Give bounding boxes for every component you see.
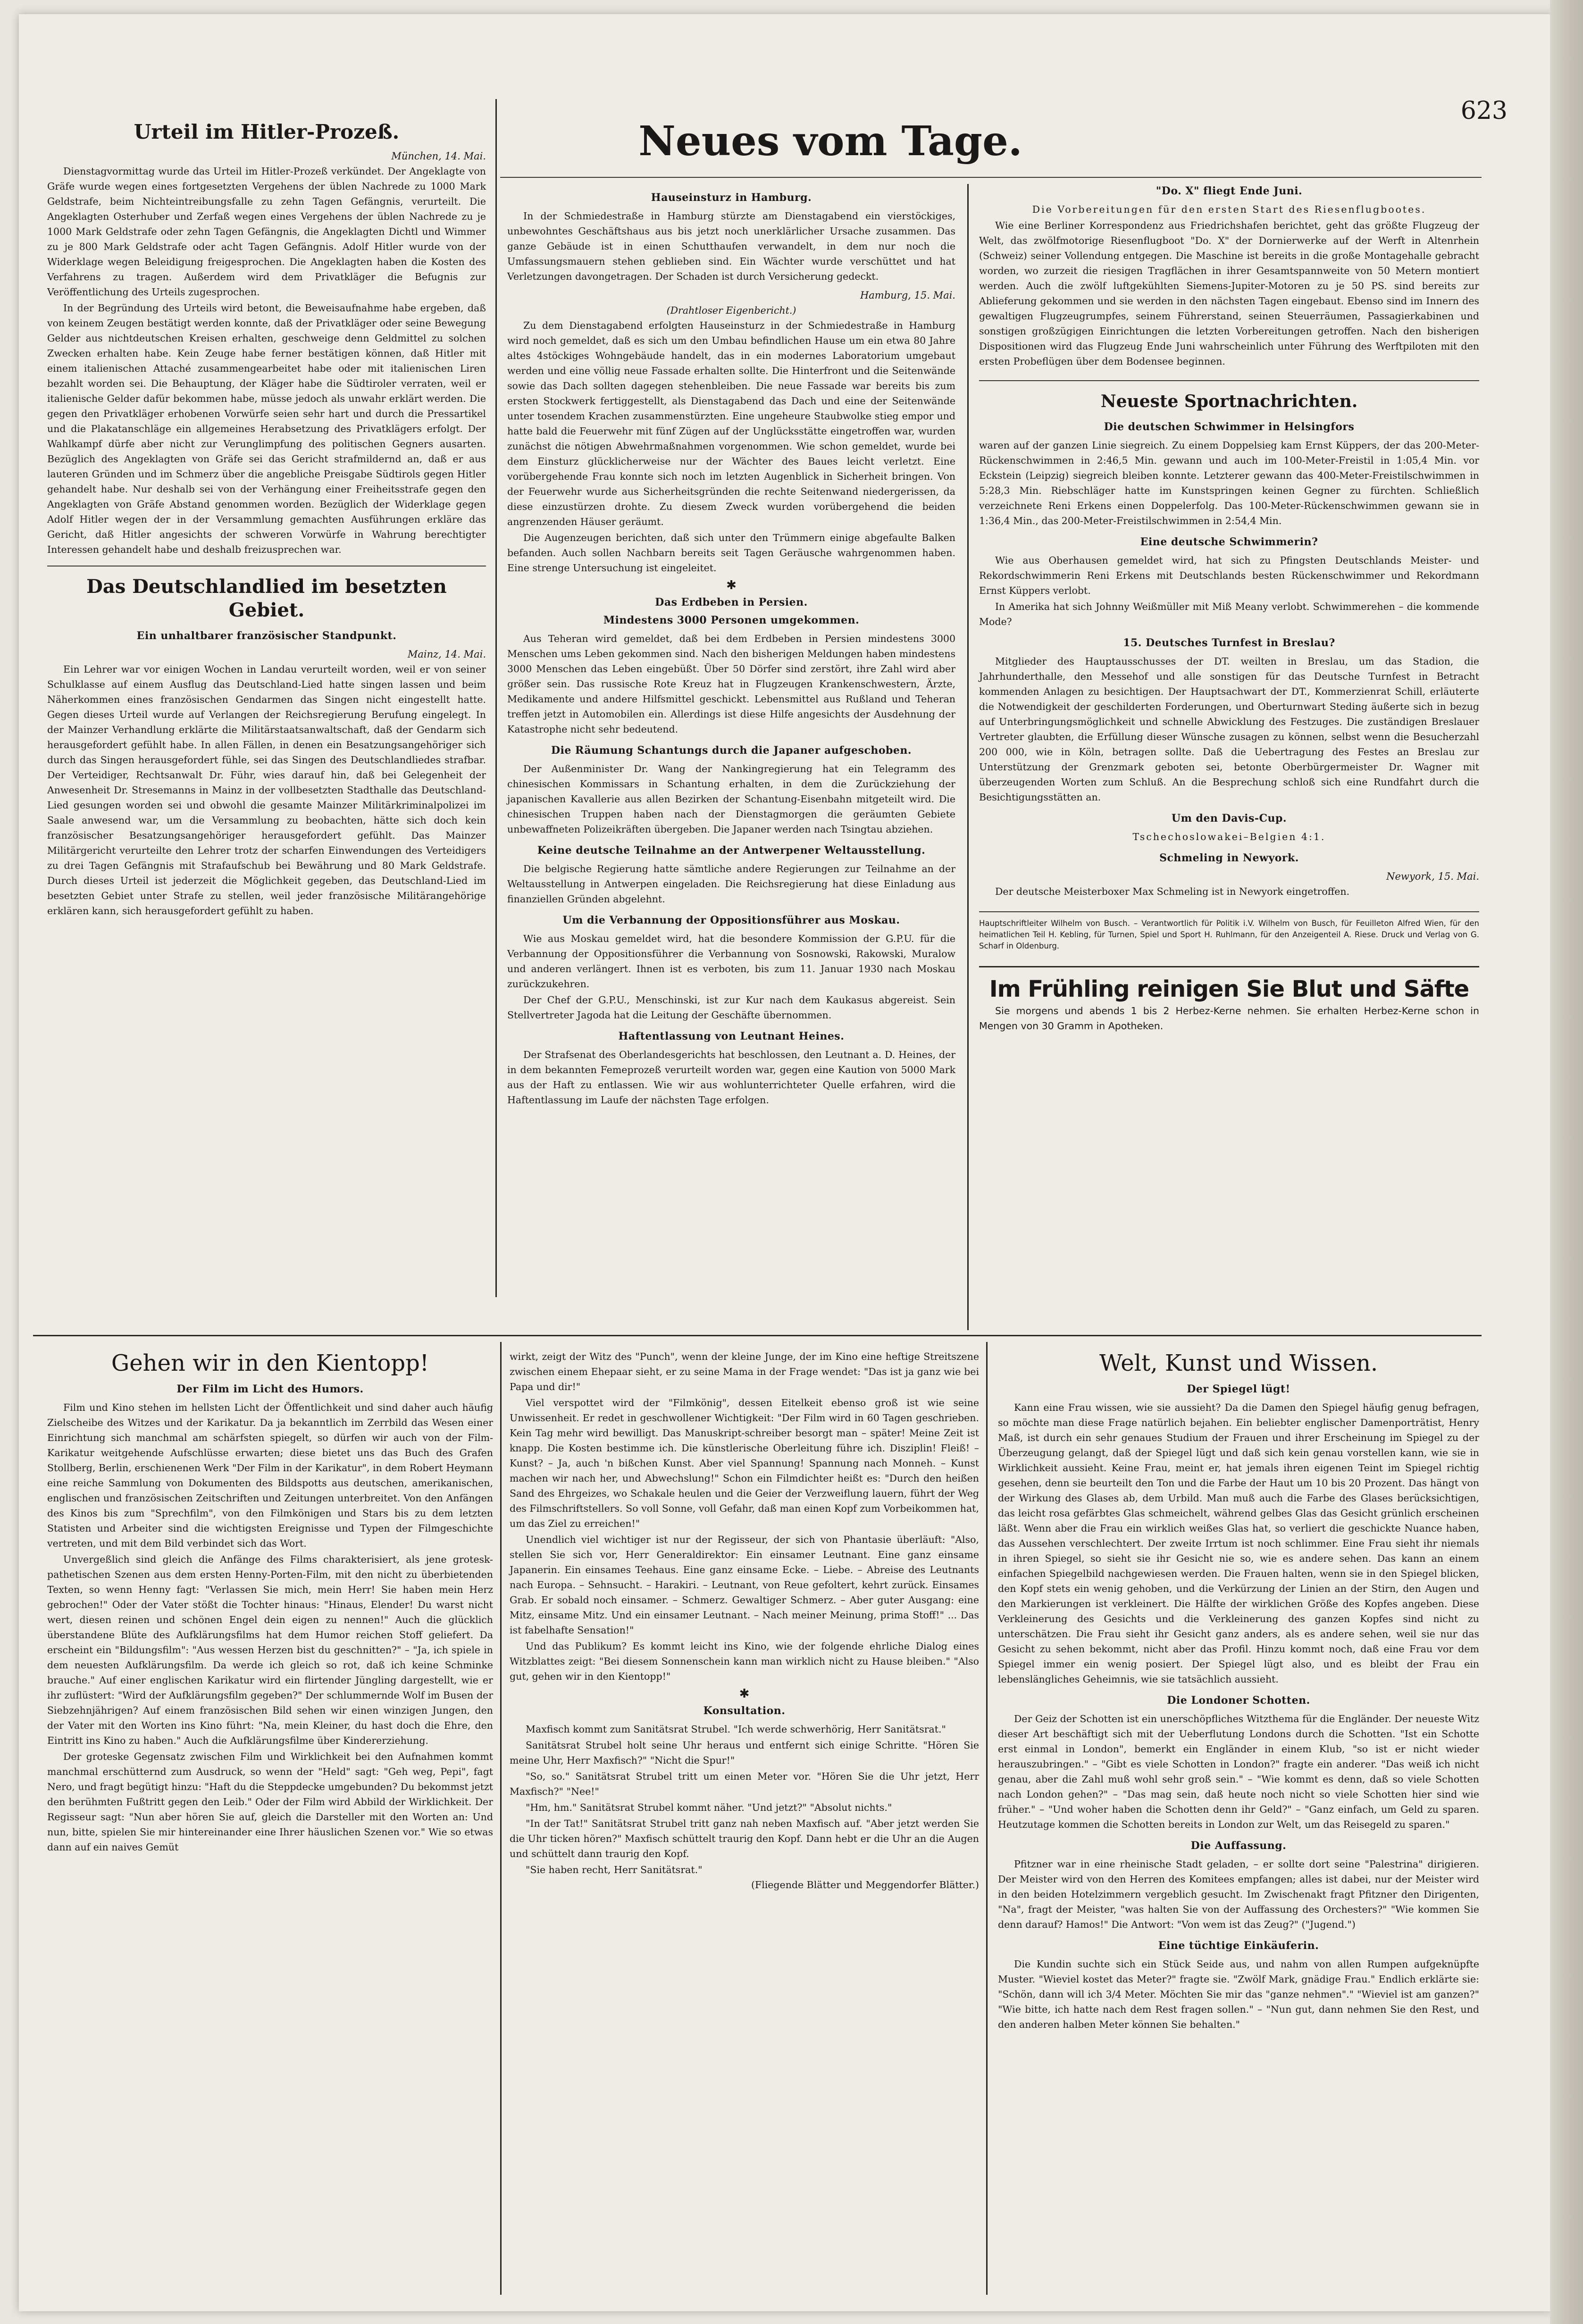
article-paragraph: Maxfisch kommt zum Sanitätsrat Strubel. "Ich werde schwerhörig, Herr Sanitätsrat." xyxy=(526,1724,946,1735)
article-title-persien: Das Erdbeben in Persien. xyxy=(655,596,808,608)
imprint: Hauptschriftleiter Wilhelm von Busch. – Verantwortlich für Politik i.V. Wilhelm von Busch, für Feuilleton Alfred Wien, für den heimatlichen Teil H. Kebling, für Turnen, Spiel und Sport H. Ruhlmann, für den Anzeigenteil A. Riese. Druck und Verlag von G. Scharf in Oldenburg. xyxy=(979,919,1479,950)
article-paragraph: Viel verspottet wird der "Filmkönig", dessen Eitelkeit ebenso groß ist wie seine Unwissenheit. Er redet in geschwollener Wichtigkeit: "Der Film wird in 60 Tagen geschrieben. Kein Tag mehr wird bewilligt. Das Manuskript-schreiber besorgt man – später! Meine Zeit ist knapp. Die Kosten bestimme ich. Die künstlerische Oberleitung führe ich. Disziplin! Fleiß! – Kunst? – Ja, auch 'n bißchen Kunst. Aber viel Spannung! Spannung nach Monneh. – Kunst machen wir nach her, und Abwechslung!" Schon ein Filmdichter heißt es: "Durch den heißen Sand des Ehrgeizes, wo Schakale heulen und die Geier der Verzweiflung lauern, führt der Weg des Filmschriftstellers. So voll Sonne, voll Gefahr, daß man einen Kopf zum Vorbeikommen hat, um das Ziel zu erreichen!" xyxy=(510,1397,979,1529)
article-paragraph: wirkt, zeigt der Witz des "Punch", wenn der kleine Junge, der im Kino eine heftige Streitszene zwischen einem Ehepaar sieht, er zu seine Mama in der Frage wendet: "Das ist ja ganz wie bei Papa und dir!" xyxy=(510,1351,979,1392)
article-subtitle: Ein unhaltbarer französischer Standpunkt. xyxy=(136,630,397,642)
article-paragraph: In der Schmiedestraße in Hamburg stürzte am Dienstagabend ein vierstöckiges, unbewohntes Geschäftshaus aus bis jetzt noch unerklärlicher Ursache zusammen. Das ganze Gebäude ist in einen Schutthaufen verwandelt, in dem nur noch die Umfassungsmauern stehen geblieben sind. Ein Wächter wurde verschüttet und hat Verletzungen davongetragen. Der Schaden ist durch Versicherung gedeckt. xyxy=(507,210,955,282)
article-paragraph: Wie aus Moskau gemeldet wird, hat die besondere Kommission der G.P.U. für die Verbannung der Oppositionsführer die Verbannung von Sosnowski, Rakowski, Muralow und anderen verlängert. Ihnen ist es verboten, bis zum 11. Januar 1930 nach Moskau zurückzukehren. xyxy=(507,933,955,990)
sport-result: Tschechoslowakei–Belgien 4:1. xyxy=(1132,831,1326,842)
article-paragraph: Die Augenzeugen berichten, daß sich unter den Trümmern einige abgefaulte Balken befanden. Auch sollen Nachbarn bereits seit Tagen Geräusche wahrgenommen haben. Eine strenge Untersuchung ist eingeleitet. xyxy=(507,532,955,574)
article-paragraph: Sanitätsrat Strubel holt seine Uhr heraus und entfernt sich einige Schritte. "Hören Sie meine Uhr, Herr Maxfisch?" "Nicht die Spur!" xyxy=(510,1740,979,1766)
column-1 xyxy=(47,120,486,918)
article-title-kientopp: Gehen wir in den Kientopp! xyxy=(111,1350,429,1376)
article-paragraph: Der Außenminister Dr. Wang der Nankingregierung hat ein Telegramm des chinesischen Kommissars in Schantung erhalten, in dem die Zurückziehung der japanischen Kavallerie aus allen Bezirken der Schantung-Eisenbahn mitgeteilt wird. Die chinesischen Truppen haben nach der Dienstagmorgen die geräumten Gebiete unbewaffneten Polizeikräften übergeben. Die Japaner werden nach Tsingtau abziehen. xyxy=(507,763,955,835)
column-rule xyxy=(495,99,497,1297)
column-rule xyxy=(500,1342,502,2295)
article-paragraph: Die belgische Regierung hatte sämtliche andere Regierungen zur Teilnahme an der Weltausstellung in Antwerpen eingeladen. Die Reichsregierung hat diese Einladung aus finanziellen Gründen abgelehnt. xyxy=(507,863,955,905)
dateline: Hamburg, 15. Mai. xyxy=(860,290,955,301)
wissen-column xyxy=(998,1349,1479,2032)
article-title-moskau: Um die Verbannung der Oppositionsführer aus Moskau. xyxy=(562,914,900,926)
sport-subheading: 15. Deutsches Turnfest in Breslau? xyxy=(1123,637,1335,649)
column-rule xyxy=(967,184,969,1330)
article-paragraph: "So, so." Sanitätsrat Strubel tritt um einen Meter vor. "Hören Sie die Uhr jetzt, Herr Maxfisch?" "Nee!" xyxy=(510,1771,979,1797)
article-paragraph: Unendlich viel wichtiger ist nur der Regisseur, der sich von Phantasie überläuft: "Also, stellen Sie sich vor, Herr Generaldirektor: Ein einsamer Leutnant. Eine ganz einsame Japanerin. Ein einsames Teehaus. Eine ganz einsame Ecke. – Liebe. – Abreise des Leutnants nach Europa. – Sehnsucht. – Harakiri. – Leutnant, von Reue gefoltert, kehrt zurück. Einsames Grab. Er sobald noch einsamer. – Schmerz. Gewaltiger Schmerz. – Aber guter Ausgang: eine Mitz, einsame Mitz. Und ein einsamer Leutnant. – Nach meiner Meinung, prima Stoff!" ... Das ist fabelhafte Sensation!" xyxy=(510,1534,979,1636)
article-paragraph: Der groteske Gegensatz zwischen Film und Wirklichkeit bei den Aufnahmen kommt manchmal erschütternd zum Ausdruck, so wenn der "Held" sagt: "Geh weg, Pepi", fagt Nero, und fragt begütigt hinzu: "Haft du die Steppdecke umgebunden? Du bekommst jetzt den berühmten Fußtritt gegen den Leib." Oder der Film wird Abbild der Wirklichkeit. Der Regisseur sagt: "Nun aber hören Sie auf, gleich die Darsteller mit den Worten an: Und nun, bitte, spielen Sie mir hintereinander eine Ihrer häuslichen Szenen vor." Wie so etwas dann auf ein naives Gemüt xyxy=(47,1751,493,1853)
dateline: Mainz, 14. Mai. xyxy=(407,649,486,660)
star-divider: ✱ xyxy=(726,578,737,592)
article-title-deutschlandlied: Das Deutschlandlied im besetzten Gebiet. xyxy=(86,575,447,621)
article-title-hitler: Urteil im Hitler-Prozeß. xyxy=(134,120,400,143)
wissen-subheading: Die Auffassung. xyxy=(1190,1840,1287,1852)
divider xyxy=(979,911,1479,912)
page-edge xyxy=(1550,0,1583,2324)
article-paragraph: Film und Kino stehen im hellsten Licht der Öffentlichkeit und sind daher auch häufig Zielscheibe des Witzes und der Karikatur. Da ja bekanntlich im Zerrbild das Wesen einer Einrichtung sich manchmal am schärfsten spiegelt, so dürfen wir auch von der Film-Karikatur weitgehende Aufschlüsse erwarten; diese bietet uns das Buch des Grafen Stollberg, Berlin, erschienenen Werk "Der Film in der Karikatur", in dem Robert Heymann eine reiche Sammlung von Dokumenten des Bildspotts aus deutschen, amerikanischen, englischen und französischen Zeitschriften und Zeitungen unterbreitet. Von den Anfängen des Kinos bis zum "Sprechfilm", von den Filmkönigen und Stars bis zu dem letzten Statisten und Arbeiter sind die wichtigsten Ereignisse und Typen der Filmgeschichte vertreten, und mit dem Bild verbindet sich das Wort. xyxy=(47,1402,493,1549)
article-paragraph: Zu dem Dienstagabend erfolgten Hauseinsturz in der Schmiedestraße in Hamburg wird noch gemeldet, daß es sich um den Umbau befindlichen Hause um ein etwa 80 Jahre altes 4stöckiges Wohngebäude handelt, das in ein modernes Laboratorium umgebaut werden und eine völlig neue Fassade erhalten sollte. Die Hinterfront und die Seitenwände sowie das Dach sollten dagegen stehenbleiben. Die neue Fassade war bereits bis zum ersten Stockwerk fertiggestellt, als Dienstagabend das Dach und eine der Seitenwände unter tosendem Krachen zusammenstürzten. Eine ungeheure Staubwolke stieg empor und hatte bald die Feuerwehr mit fünf Zügen auf der Unglücksstätte eingetroffen war, wurden zunächst die nötigen Abwehrmaßnahmen vorgenommen. Wie schon gemeldet, wurde bei dem Einsturz glücklicherweise nur der Wächter des Baues leicht verletzt. Eine vorübergehende Frau konnte sich noch im letzten Augenblick in Sicherheit bringen. Von der Feuerwehr wurde aus Sicherheitsgründen die rechte Seitenwand niedergerissen, da diese einzustürzen drohte. Zu diesem Zweck wurden vorübergehend die beiden angrenzenden Häuser geräumt. xyxy=(507,320,955,527)
sport-subheading: Die deutschen Schwimmer in Helsingfors xyxy=(1104,421,1355,433)
article-paragraph: Dienstagvormittag wurde das Urteil im Hitler-Prozeß verkündet. Der Angeklagte von Gräfe wurde wegen eines fortgesetzten Vergehens der üblen Nachrede zu 1000 Mark Geldstrafe, beim Nichteintreibungsfalle zu zehn Tagen Gefängnis, verurteilt. Die Angeklagten Osterhuber und Zerfaß wegen eines Vergehens der üblen Nachrede zu je 1000 Mark Geldstrafe oder zehn Tagen Gefängnis, die Angeklagten Dichtl und Wimmer zu je 800 Mark Geldstrafe oder acht Tagen Gefängnis. Adolf Hitler wurde von der Widerklage wegen Beleidigung freigesprochen. Die Angeklagten haben die Kosten des Verfahrens zu tragen. Außerdem wird dem Privatkläger die Befugnis zur Veröffentlichung des Urteils zugesprochen. xyxy=(47,166,486,298)
subline: (Drahtloser Eigenbericht.) xyxy=(666,305,796,316)
heading-rule xyxy=(500,177,1482,178)
article-paragraph: Pfitzner war in eine rheinische Stadt geladen, – er sollte dort seine "Palestrina" dirigieren. Der Meister wird von den Herren des Komitees empfangen; alles ist dabei, nur der Meister wird in den beiden Hotelzimmern vergeblich gesucht. Im Zwischenakt fragt Pfitzner den Dirigenten, "Na", fragt der Meister, "was halten Sie von der Auffassung des Orchesters?" "Wie kommen Sie denn darauf? Hamos!" Die Antwort: "Von wem ist das Zeug?" ("Jugend.") xyxy=(998,1858,1479,1930)
article-paragraph: "Hm, hm." Sanitätsrat Strubel kommt näher. "Und jetzt?" "Absolut nichts." xyxy=(526,1802,892,1813)
article-title-wissen: Welt, Kunst und Wissen. xyxy=(1099,1350,1378,1376)
section-rule xyxy=(33,1335,1482,1336)
article-paragraph: In Amerika hat sich Johnny Weißmüller mit Miß Meany verlobt. Schwimmerehen – die kommende Mode? xyxy=(979,601,1479,627)
article-title-antwerpen: Keine deutsche Teilnahme an der Antwerpener Weltausstellung. xyxy=(537,844,926,857)
article-paragraph: Kann eine Frau wissen, wie sie aussieht? Da die Damen den Spiegel häufig genug befragen, so möchte man diese Frage natürlich bejahen. Ein beliebter englischer Damenporträtist, Henry Maß, ist durch ein sehr genaues Studium der Frauen und ihrer Erscheinung im Spiegel zu der Überzeugung gelangt, daß der Spiegel lügt und daß sich kein genau vorstellen kann, wie sie in Wirklichkeit aussieht. Keine Frau, meint er, hat jemals ihren eigenen Teint im Spiegel richtig gesehen, denn sie beurteilt den Ton und die Farbe der Haut um 10 bis 20 Prozent. Das hängt von der Wirkung des Glases ab, dem Urbild. Man muß auch die Farbe des Glases berücksichtigen, das leicht rosa gefärbtes Glas schmeichelt, während gelbes Glas das Gesicht grünlich erscheinen läßt. Wenn aber die Frau ein wirklich weißes Glas hat, so verliert die geschickte Nuance haben, das Aussehen verschlechtert. Der zweite Irrtum ist noch schlimmer. Eine Frau sieht ihr niemals in ihren Spiegel, so sieht sie ihr Gesicht nie so, wie es andere sehen. Das kann an einem einfachen Spiegelbild nachgewiesen werden. Die Frauen halten, wenn sie in den Spiegel blicken, den Kopf stets ein wenig gehoben, und die Verkürzung der Linien an der Stirn, den Augen und den Markierungen ist verkleinert. Die Hälfte der wirklichen Größe des Kopfes angeben. Diese Verkleinerung des Gesichts und die Verkleinerung des ganzen Kopfes sind nicht zu unterschätzen. Die Frau sieht ihr Gesicht ganz anders, als es andere sehen, weil sie nur das Gesicht zu sehen bekommt, nicht aber das Profil. Hinzu kommt noch, daß eine Frau vor dem Spiegel immer ein wenig posiert. Der Spiegel lügt also, und es bleibt der Frau ein lebenslängliches Geheimnis, wie sie tatsächlich aussieht. xyxy=(998,1402,1479,1685)
article-paragraph: Wie eine Berliner Korrespondenz aus Friedrichshafen berichtet, geht das größte Flugzeug der Welt, das zwölfmotorige Riesenflugboot "Do. X" der Dornierwerke auf der Werft in Altenrhein (Schweiz) seiner Vollendung entgegen. Die Maschine ist bereits in die große Montagehalle gebracht worden, wo zurzeit die riesigen Tragflächen in ihrer Gesamtspannweite von 50 Metern montiert werden. Auch die zwölf luftgekühlten Siemens-Jupiter-Motoren zu je 50 PS. sind bereits zur Ablieferung gekommen und sie werden in den nächsten Tagen eingebaut. Ebenso sind im Innern des gewaltigen Flugzeugrumpfes, seinem Führerstand, seinen Steuerräumen, Passagierkabinen und sonstigen großzügigen Einrichtungen die letzten Vorbereitungen getroffen. Nach den bisherigen Dispositionen wird das Flugzeug Ende Juni wahrscheinlich unter Führung des Werftpiloten mit den ersten Probeflügen über dem Bodensee beginnen. xyxy=(979,220,1479,367)
article-paragraph: Wie aus Oberhausen gemeldet wird, hat sich zu Pfingsten Deutschlands Meister- und Rekordschwimmerin Reni Erkens mit Deutschlands besten Rückenschwimmer und Rekordmann Ernst Küppers verlobt. xyxy=(979,555,1479,596)
sport-subheading: Eine deutsche Schwimmerin? xyxy=(1140,536,1318,548)
article-subtitle: Mindestens 3000 Personen umgekommen. xyxy=(603,614,860,626)
column-rule xyxy=(986,1342,988,2295)
article-paragraph: Der Geiz der Schotten ist ein unerschöpfliches Witzthema für die Engländer. Der neueste Witz dieser Art beschäftigt sich mit der Ueberflutung Londons durch die Schotten. "Ist ein Schotte erst einmal in London", bemerkt ein Engländer in einem Klub, "so ist er nicht wieder herauszubringen." – "Gibt es viele Schotten in London?" fragte ein anderer. "Das weiß ich nicht genau, aber die Zahl muß wohl sehr groß sein." – "Wie kommt es denn, daß so viele Schotten nach London gehen?" – "Das mag sein, daß heute noch nicht so viele Schotten hier sind wie früher." – "Und woher haben die Schotten denn ihr Geld?" – "Ganz einfach, um Geld zu sparen. Heutzutage kommen die Schotten bereits in London zur Welt, um das Reisegeld zu sparen." xyxy=(998,1713,1479,1830)
article-title-schantung: Die Räumung Schantungs durch die Japaner aufgeschoben. xyxy=(551,744,912,757)
article-paragraph: Der deutsche Meisterboxer Max Schmeling ist in Newyork eingetroffen. xyxy=(995,886,1350,897)
sport-subheading: Schmeling in Newyork. xyxy=(1159,852,1299,864)
dateline: München, 14. Mai. xyxy=(391,150,486,162)
star-divider: ✱ xyxy=(739,1687,750,1701)
column-3 xyxy=(979,184,1479,1033)
kientopp-column-a xyxy=(47,1349,493,1855)
article-paragraph: Der Chef der G.P.U., Menschinski, ist zur Kur nach dem Kaukasus abgereist. Sein Stellvertreter Jagoda hat die Leitung der Geschäfte übernommen. xyxy=(507,994,955,1021)
article-paragraph: Die Kundin suchte sich ein Stück Seide aus, und nahm von allen Rumpen aufgeknüpfte Muster. "Wieviel kostet das Meter?" fragte sie. "Zwölf Mark, gnädige Frau." Endlich erklärte sie: "Schön, dann will ich 3/4 Meter. Möchten Sie mir das "ganze nehmen"." "Wieviel ist am ganzen?" "Wie bitte, ich hatte nach dem Rest fragen sollen." – "Nun gut, dann nehmen Sie den Rest, und den anderen halben Meter können Sie behalten." xyxy=(998,1958,1479,2030)
article-lead: Die Vorbereitungen für den ersten Start des Riesenflugbootes. xyxy=(1032,204,1426,215)
page-number: 623 xyxy=(1460,97,1508,125)
article-paragraph: "Sie haben recht, Herr Sanitätsrat." xyxy=(526,1864,703,1875)
article-paragraph: Der Strafsenat des Oberlandesgerichts hat beschlossen, den Leutnant a. D. Heines, der in dem bekannten Femeprozeß verurteilt worden war, gegen eine Kaution von 5000 Mark aus der Haft zu entlassen. Wie wir aus wohlunterrichteter Quelle erfahren, wird die Haftentlassung im Laufe der nächsten Tage erfolgen. xyxy=(507,1049,955,1106)
article-paragraph: Ein Lehrer war vor einigen Wochen in Landau verurteilt worden, weil er von seiner Schulklasse auf einem Ausflug das Deutschland-Lied hatte singen lassen und beim Näherkommen eines französischen Gendarmen das Singen nicht eingestellt hatte. Gegen dieses Urteil wurde auf Verlangen der Reichsregierung Berufung eingelegt. In der Mainzer Verhandlung erklärte die Militärstaatsanwaltschaft, daß der Gendarm sich herausgefordert gefühlt habe. In allen Fällen, in denen ein Besatzungsangehöriger sich durch das Singen herausgefordert fühle, sei das Singen des Deutschlandliedes strafbar. Der Verteidiger, Rechtsanwalt Dr. Führ, wies darauf hin, daß bei Gelegenheit der Anwesenheit Dr. Stresemanns in Mainz in der vollbesetzten Stadthalle das Deutschland-Lied gesungen worden sei und obwohl die gesamte Mainzer Militärkriminalpolizei im Saale anwesend war, um die Versammlung zu beobachten, hätte sich doch kein französischer Besatzungsangehöriger herausgefordert gefühlt. Das Mainzer Militärgericht verurteilte den Lehrer trotz der scharfen Einwendungen des Verteidigers zu drei Tagen Gefängnis mit Strafaufschub bei Bewährung und 80 Mark Geldstrafe. Durch dieses Urteil ist jederzeit die Möglichkeit gegeben, das Deutschland-Lied im besetzten Gebiet unter Strafe zu stellen, weil jeder französische Militärangehörige erklären kann, sich herausgefordert gefühlt zu haben. xyxy=(47,664,486,916)
source-credit: (Fliegende Blätter und Meggendorfer Blätter.) xyxy=(751,1879,979,1891)
article-title-einsturz: Hauseinsturz in Hamburg. xyxy=(651,192,812,204)
advertisement-title: Im Frühling reinigen Sie Blut und Säfte xyxy=(989,976,1469,1002)
divider xyxy=(979,966,1479,967)
sport-subheading: Um den Davis-Cup. xyxy=(1171,812,1287,825)
advertisement-text: Sie morgens und abends 1 bis 2 Herbez-Kerne nehmen. Sie erhalten Herbez-Kerne schon in Mengen von 30 Gramm in Apotheken. xyxy=(979,1005,1479,1032)
wissen-subheading: Die Londoner Schotten. xyxy=(1167,1694,1310,1707)
column-2 xyxy=(507,184,955,1108)
article-paragraph: "In der Tat!" Sanitätsrat Strubel tritt ganz nah neben Maxfisch auf. "Aber jetzt werden Sie die Uhr ticken hören?" Maxfisch schüttelt traurig den Kopf. Dann hebt er die Uhr an die Augen und schüttelt dann traurig den Kopf. xyxy=(510,1818,979,1859)
main-heading: Neues vom Tage. xyxy=(638,117,1022,165)
wissen-subheading: Der Spiegel lügt! xyxy=(1187,1383,1290,1395)
wissen-subheading: Eine tüchtige Einkäuferin. xyxy=(1158,1940,1319,1952)
article-paragraph: Und das Publikum? Es kommt leicht ins Kino, wie der folgende ehrliche Dialog eines Witzblattes zeigt: "Bei diesem Sonnenschein kann man wirklich nicht zu Hause bleiben." "Also gut, gehen wir in den Kientopp!" xyxy=(510,1641,979,1682)
konsultation-title: Konsultation. xyxy=(703,1705,786,1717)
newspaper-page xyxy=(19,14,1552,2311)
divider xyxy=(979,380,1479,381)
article-title-heines: Haftentlassung von Leutnant Heines. xyxy=(618,1030,845,1042)
kientopp-column-b xyxy=(510,1349,979,1892)
article-paragraph: Unvergeßlich sind gleich die Anfänge des Films charakterisiert, als jene grotesk-pathetischen Szenen aus dem ersten Henny-Porten-Film, mit den nicht zu überbietenden Texten, so wenn Henny fagt: "Verlassen Sie mich, mein Herr! Sie haben mein Herz gebrochen!" Oder der Vater stößt die Tochter hinaus: "Hinaus, Elender! Du warst nicht wert, diesen reinen und schönen Engel dein eigen zu nennen!" Auch die glücklich überstandene Blüte des Aufklärungsfilms hat dem Humor reichen Stoff geliefert. Da erscheint ein "Bildungsfilm": "Aus wessen Herzen bist du geschnitten?" – "Ja, ich spiele in dem neuesten Aufklärungsfilm. Da werde ich gleich so rot, daß ich keine Schminke brauche." Auf einer englischen Karikatur wird ein flirtender Jüngling dargestellt, wie er ihr zuflüstert: "Wird der Aufklärungsfilm gegeben?" Der schlummernde Wolf im Busen der Siebzehnjährigen? Auf einem französischen Bild sehen wir einen winzigen Jungen, den der Vater mit den Worten ins Kino führt: "Na, mein Kleiner, du hast doch die Ehre, den Eintritt ins Kino zu haben." Auch die Aufklärungsfilme über Kindererziehung. xyxy=(47,1554,493,1746)
article-title-sport: Neueste Sportnachrichten. xyxy=(1100,391,1358,411)
article-paragraph: waren auf der ganzen Linie siegreich. Zu einem Doppelsieg kam Ernst Küppers, der das 200-Meter-Rückenschwimmen in 2:46,5 Min. gewann und auch im 100-Meter-Freistil in 1:05,4 Min. vor Eckstein (Leipzig) siegreich bleiben konnte. Letzterer gewann das 400-Meter-Freistilschwimmen in 5:28,3 Min. Riebschläger hatte im Kunstspringen keinen Gegner zu fürchten. Schließlich verzeichnete Reni Erkens einen Doppelerfolg. Das 100-Meter-Rückenschwimmen gewann sie in 1:36,4 Min., das 200-Meter-Freistilschwimmen in 2:54,4 Min. xyxy=(979,440,1479,526)
article-paragraph: Mitglieder des Hauptausschusses der DT. weilten in Breslau, um das Stadion, die Jahrhunderthalle, den Messehof und alle sonstigen für das Deutsche Turnfest in Betracht kommenden Anlagen zu besichtigen. Der Hauptsachwart der DT., Kommerzienrat Schill, erläuterte die Notwendigkeit der geschilderten Forderungen, und Oberturnwart Steding äußerte sich in bezug auf Unterbringungsmöglichkeit und schnelle Abwicklung des Festzuges. Die zuständigen Breslauer Vertreter glaubten, die Erfüllung dieser Wünsche zusagen zu können, selbst wenn die Besucherzahl 200 000, wie in Köln, betragen sollte. Daß die Uebertragung des Festes an Breslau zur Unterstützung der Grenzmark geboten sei, betonte Oberbürgermeister Dr. Wagner mit überzeugenden Worten zum Schluß. An die Besprechung schloß sich eine Rundfahrt durch die Besichtigungsstätten an. xyxy=(979,656,1479,803)
article-paragraph: Aus Teheran wird gemeldet, daß bei dem Erdbeben in Persien mindestens 3000 Menschen ums Leben gekommen sind. Nach den bisherigen Meldungen haben mindestens 3000 Menschen das Leben eingebüßt. Über 50 Dörfer sind zerstört, ihre Zahl wird aber größer sein. Das russische Rote Kreuz hat in Flugzeugen Krankenschwestern, Ärzte, Medikamente und andere Hilfsmittel geschickt. Lebensmittel aus Rußland und Teheran treffen jetzt in Automobilen ein. Allerdings ist diese Hilfe angesichts der Ausdehnung der Katastrophe nicht sehr bedeutend. xyxy=(507,633,955,735)
dateline: Newyork, 15. Mai. xyxy=(1386,871,1479,882)
article-subtitle: Der Film im Licht des Humors. xyxy=(176,1383,364,1395)
article-paragraph: In der Begründung des Urteils wird betont, die Beweisaufnahme habe ergeben, daß von keinem Zeugen bestätigt werden konnte, daß der Privatkläger oder seine Bewegung Gelder aus nichtdeutschen Kreisen erhalten, geschweige denn Geldmittel zu solchen Zwecken erhalten habe. Kein Zeuge habe ferner bestätigen können, daß Hitler mit einem italienischen Attaché zusammengearbeitet habe oder mit italienischen Liren bezahlt worden sei. Die Behauptung, der Kläger habe die Südtiroler verraten, weil er italienische Gelder dafür bekommen habe, müsse jedoch als unwahr erklärt werden. Die gegen den Privatkläger erhobenen Vorwürfe seien sehr hart und durch die Pressartikel und die Plakatanschläge ein allgemeines Herabsetzung des Privatklägers erfolgt. Der Wahlkampf dürfe aber nicht zur Verunglimpfung des politischen Gegners ausarten. Bezüglich des Angeklagten von Gräfe sei das Gericht strafmildernd an, daß er aus lauteren Gründen und im Schmerz über die angebliche Preisgabe Südtirols gegen Hitler gehandelt habe. Nur deshalb sei von der Verhängung einer Freiheitsstrafe gegen den Angeklagten von Gräfe Abstand genommen worden. Bezüglich der Widerklage gegen Adolf Hitler wegen der in der Versammlung gemachten Ausführungen erkläre das Gericht, daß Hitler angesichts der schweren Vorwürfe in Wahrung berechtigter Interessen gehandelt habe und deshalb freizusprechen war. xyxy=(47,302,486,555)
article-title-dox: "Do. X" fliegt Ende Juni. xyxy=(1156,185,1303,197)
